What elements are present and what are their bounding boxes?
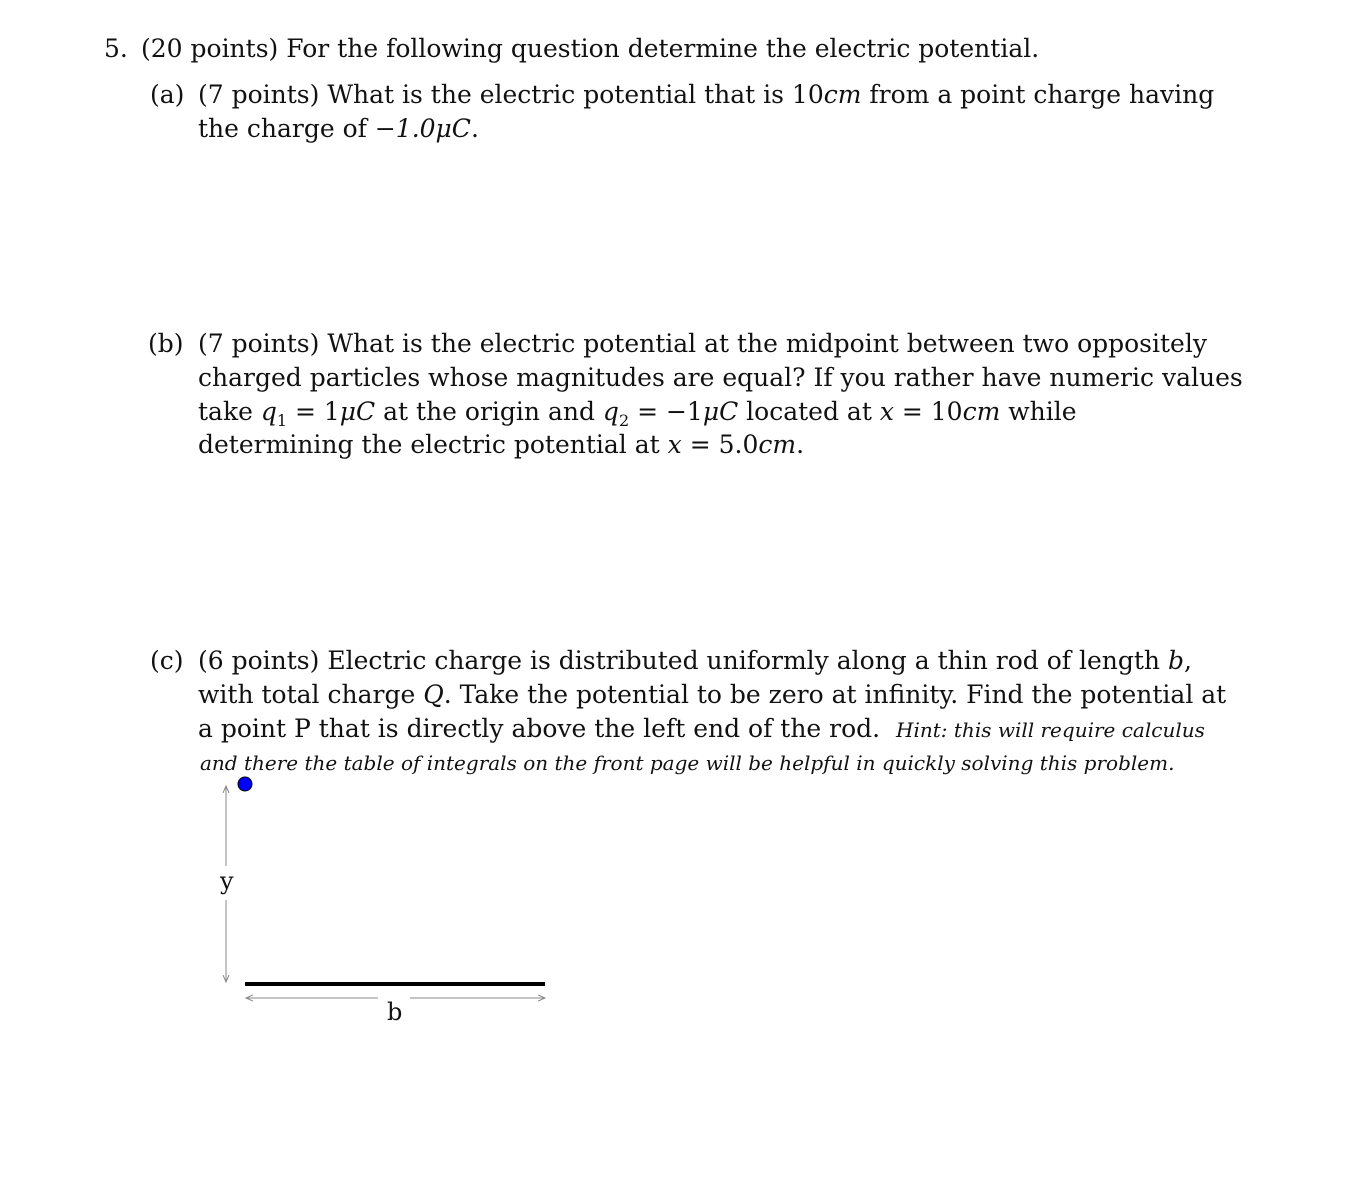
point-p: [238, 777, 252, 791]
question-number: 5.: [104, 34, 128, 63]
part-b-line2: charged particles whose magnitudes are equal? If you rather have numeric values: [198, 363, 1243, 392]
part-b-points: (7 points): [198, 329, 320, 358]
part-a-line1: (7 points) What is the electric potential that is 10cm from a point charge having: [198, 80, 1215, 109]
hint-text-1: Hint: this will require calculus: [896, 718, 1205, 742]
hint-text-2: and there the table of integrals on the front page will be helpful in quickly solving this problem.: [200, 751, 1175, 775]
part-c-points: (6 points): [198, 646, 320, 675]
part-a-line2: the charge of −1.0μC.: [198, 114, 479, 143]
part-c-line2: with total charge Q. Take the potential to be zero at infinity. Find the potential at: [198, 680, 1227, 709]
part-a-label: (a): [150, 80, 185, 109]
part-b-label: (b): [148, 329, 184, 358]
rod-diagram: [200, 770, 560, 1040]
part-a-points: (7 points): [198, 80, 320, 109]
question-intro: [141, 34, 1039, 64]
b-label: b: [387, 998, 403, 1026]
part-c-line1: (6 points) Electric charge is distributed uniformly along a thin rod of length b,: [198, 646, 1192, 675]
part-b-line3: take $q_1 = 1\mu C$ at the origin and $q_2 = -1\mu C$ located at x = 10cm while: [198, 397, 1077, 430]
question-prompt: For the following question determine the electric potential.: [286, 34, 1040, 63]
question-points: (20 points): [141, 34, 279, 63]
part-b-line1: (7 points) What is the electric potential at the midpoint between two oppositely: [198, 329, 1207, 358]
part-b-line4: determining the electric potential at x = 5.0cm.: [198, 430, 805, 459]
part-c-line3: a point P that is directly above the left end of the rod. Hint: this will require calculus: [198, 714, 1205, 743]
part-c-label: (c): [150, 646, 184, 675]
y-label: y: [220, 867, 234, 895]
